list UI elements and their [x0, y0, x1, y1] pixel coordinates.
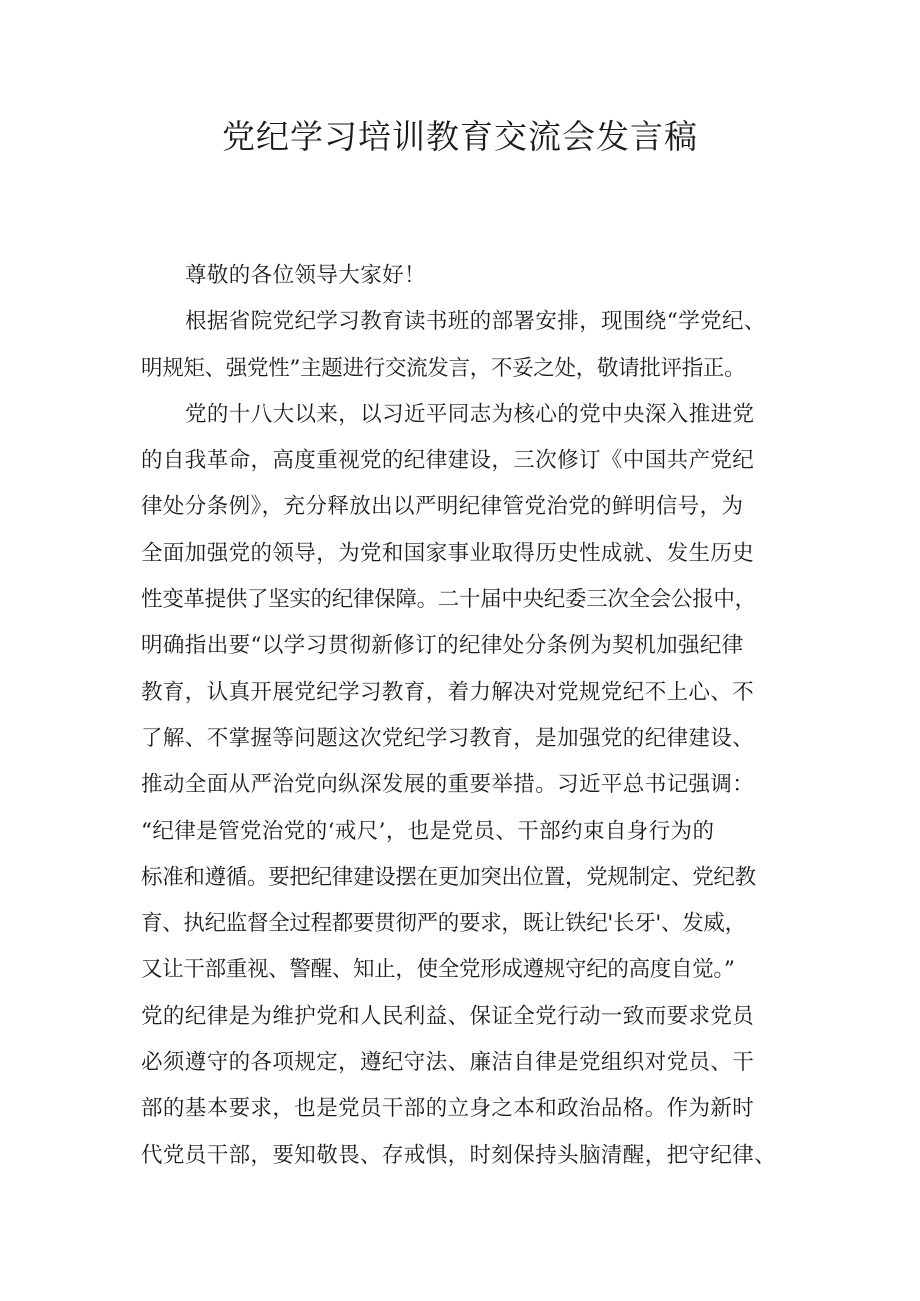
paragraph-line: 教育，认真开展党纪学习教育，着力解决对党规党纪不上心、不	[141, 679, 755, 705]
paragraph-line: 的自我革命，高度重视党的纪律建设，三次修订《中国共产党纪	[141, 448, 755, 474]
paragraph-line: 性变革提供了坚实的纪律保障。二十届中央纪委三次全会公报中，	[141, 587, 756, 613]
paragraph-line: 育、执纪监督全过程都要贯彻严的要求，既让铁纪'长牙'、发威，	[141, 911, 746, 937]
greeting-line: 尊敬的各位领导大家好！	[185, 263, 426, 288]
paragraph-line: 党的纪律是为维护党和人民利益、保证全党行动一致而要求党员	[141, 1003, 755, 1029]
paragraph-line: “纪律是管党治党的‘戒尺’，也是党员、干部约束自身行为的	[141, 818, 715, 844]
paragraph-line: 明规矩、强党性”主题进行交流发言，不妥之处，敬请批评指正。	[141, 355, 746, 381]
paragraph-line: 党的十八大以来，以习近平同志为核心的党中央深入推进党	[185, 401, 755, 427]
document-title: 党纪学习培训教育交流会发言稿	[222, 117, 698, 156]
paragraph-line: 明确指出要“以学习贯彻新修订的纪律处分条例为契机加强纪律	[141, 633, 744, 659]
paragraph-line: 又让干部重视、警醒、知止，使全党形成遵规守纪的高度自觉。”	[141, 957, 735, 983]
paragraph-line: 必须遵守的各项规定，遵纪守法、廉洁自律是党组织对党员、干	[141, 1050, 755, 1076]
paragraph-line: 推动全面从严治党向纵深发展的重要举措。习近平总书记强调：	[141, 772, 755, 798]
paragraph-line: 了解、不掌握等问题这次党纪学习教育，是加强党的纪律建设、	[141, 725, 755, 751]
paragraph-line: 标准和遵循。要把纪律建设摆在更加突出位置，党规制定、党纪教	[141, 864, 756, 890]
paragraph-line: 代党员干部，要知敬畏、存戒惧，时刻保持头脑清醒，把守纪律、	[141, 1142, 777, 1168]
document-body	[141, 253, 801, 1179]
paragraph-line: 部的基本要求，也是党员干部的立身之本和政治品格。作为新时	[141, 1096, 755, 1122]
paragraph-line: 律处分条例》，充分释放出以严明纪律管党治党的鲜明信号，为	[141, 494, 744, 520]
paragraph-line: 全面加强党的领导，为党和国家事业取得历史性成就、发生历史	[141, 540, 755, 566]
paragraph-line: 根据省院党纪学习教育读书班的部署安排，现围绕“学党纪、	[185, 309, 766, 335]
